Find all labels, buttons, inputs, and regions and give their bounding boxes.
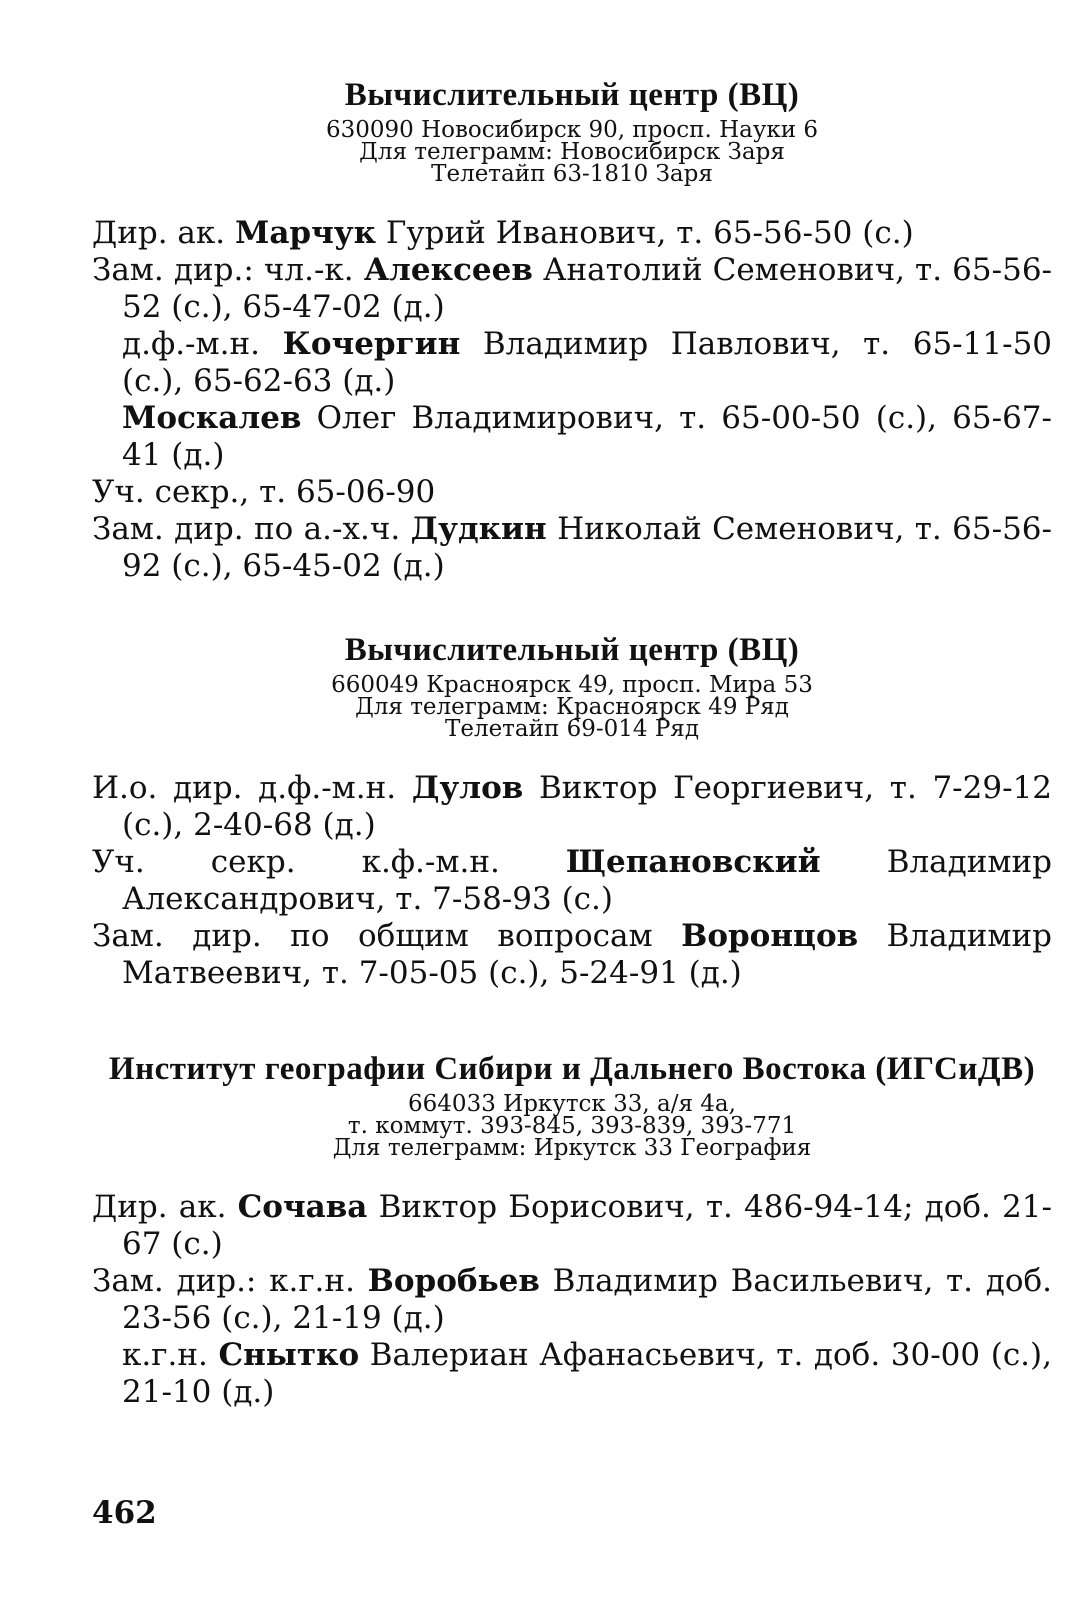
address-line: 660049 Красноярск 49, просп. Мира 53 (331, 672, 813, 698)
staff-list (92, 770, 1052, 992)
staff-list (92, 215, 1052, 585)
staff-entry: Зам. дир. по а.-х.ч. Дудкин Николай Семенович, т. 65-56-92 (с.), 65-45-02 (д.) (92, 511, 1052, 584)
page-number: 462 (92, 1495, 157, 1531)
address-line: 630090 Новосибирск 90, просп. Науки 6 (325, 117, 819, 143)
section-title: Вычислительный центр (ВЦ) (344, 77, 800, 113)
section-igsidv (92, 1052, 1052, 1411)
address-block (92, 1093, 1052, 1159)
staff-entry: к.г.н. Снытко Валериан Афанасьевич, т. доб. 30-00 (с.), 21-10 (д.) (122, 1337, 1052, 1410)
staff-entry: Зам. дир.: к.г.н. Воробьев Владимир Васильевич, т. доб. 23-56 (с.), 21-19 (д.) (92, 1263, 1053, 1336)
telegram-line: Для телеграмм: Новосибирск Заря (359, 139, 785, 165)
address-line: 664033 Иркутск 33, а/я 4а, (408, 1091, 736, 1117)
address-block (92, 119, 1052, 185)
teletype-line: Телетайп 69-014 Ряд (445, 716, 699, 742)
address-block (92, 674, 1052, 740)
staff-entry: Москалев Олег Владимирович, т. 65-00-50 (с.), 65-67-41 (д.) (122, 400, 1052, 473)
staff-entry: д.ф.-м.н. Кочергин Владимир Павлович, т. 65-11-50 (с.), 65-62-63 (д.) (122, 326, 1053, 399)
telegram-line: Для телеграмм: Красноярск 49 Ряд (355, 694, 789, 720)
staff-entry: Уч. секр., т. 65-06-90 (92, 474, 436, 510)
staff-entry: Уч. секр. к.ф.-м.н. Щепановский Владимир Александрович, т. 7-58-93 (с.) (92, 844, 1053, 917)
teletype-line: Телетайп 63-1810 Заря (431, 161, 713, 187)
staff-entry: Зам. дир. по общим вопросам Воронцов Владимир Матвеевич, т. 7-05-05 (с.), 5-24-91 (д.) (92, 918, 1052, 991)
staff-entry: И.о. дир. д.ф.-м.н. Дулов Виктор Георгиевич, т. 7-29-12 (с.), 2-40-68 (д.) (92, 770, 1053, 843)
section-title: Вычислительный центр (ВЦ) (344, 632, 800, 668)
staff-list (92, 1189, 1052, 1411)
telegram-line: Для телеграмм: Иркутск 33 География (332, 1135, 812, 1161)
section-vc-novosibirsk (92, 78, 1052, 585)
staff-entry: Дир. ак. Марчук Гурий Иванович, т. 65-56-50 (с.) (92, 215, 914, 251)
section-title: Институт географии Сибири и Дальнего Востока (ИГСиДВ) (108, 1051, 1036, 1087)
phone-line: т. коммут. 393-845, 393-839, 393-771 (347, 1113, 797, 1139)
section-vc-krasnoyarsk (92, 633, 1052, 992)
staff-entry: Дир. ак. Сочава Виктор Борисович, т. 486-94-14; доб. 21-67 (с.) (92, 1189, 1052, 1262)
staff-entry: Зам. дир.: чл.-к. Алексеев Анатолий Семенович, т. 65-56-52 (с.), 65-47-02 (д.) (92, 252, 1053, 325)
